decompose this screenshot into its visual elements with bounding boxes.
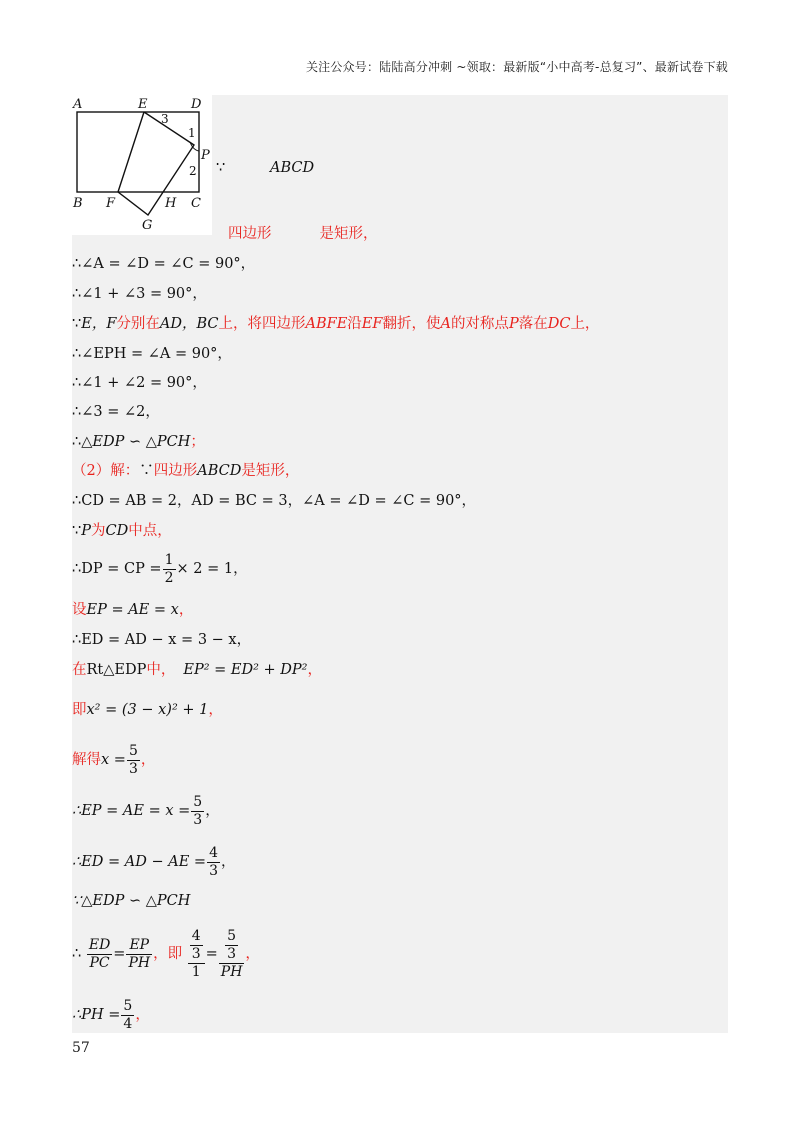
- label-g: G: [142, 218, 153, 233]
- line-5: ∴∠1 + ∠2 = 90°，: [72, 375, 207, 391]
- label-b: B: [73, 196, 83, 211]
- label-p: P: [201, 148, 210, 163]
- line-14: 在Rt△EDP中， EP² = ED² + DP²，: [72, 662, 322, 678]
- line-3: ∵E，F分别在AD，BC上，将四边形ABFE沿EF翻折，使A的对称点P落在DC上，: [72, 316, 600, 332]
- line0-right: 是矩形，: [319, 226, 378, 242]
- line-18: ∴ED = AD − AE = $\frac{4}{3}$ ，: [72, 844, 236, 879]
- label-a: A: [73, 97, 83, 112]
- page-number: 57: [72, 1040, 90, 1056]
- fraction-one-half: $\frac{1}{2}$: [164, 551, 174, 586]
- geometry-figure: [72, 95, 212, 235]
- label-h: H: [165, 196, 177, 211]
- line-7: ∴△EDP ∽ △PCH；: [72, 434, 205, 450]
- line-0: [228, 221, 378, 247]
- line-9: ∴CD = AB = 2，AD = BC = 3，∠A = ∠D = ∠C = 90°，: [72, 493, 477, 509]
- rectangle-abcd: [77, 112, 199, 192]
- fraction-five-thirds: $\frac{5}{3}$: [128, 742, 138, 777]
- line-21: ∴PH = $\frac{5}{4}$ ，: [72, 997, 150, 1032]
- angle-label-2: 2: [189, 164, 197, 178]
- side-note-text: ABCD: [270, 160, 315, 176]
- page-header: 关注公众号：陆陆高分冲刺 ~领取：最新版“小中高考-总复习”、最新试卷下载: [305, 60, 728, 74]
- line-6: ∴∠3 = ∠2，: [72, 404, 160, 420]
- fraction-four-thirds: $\frac{4}{3}$: [209, 844, 219, 879]
- line-20: ∴ $\frac{ED}{PC}$ = $\frac{EP}{PH}$ ，即 $\frac{\frac{4}{3}}{1}$ = $\frac{\frac{5}{3}}{PH}$ ，: [72, 927, 260, 980]
- line-17: ∴EP = AE = x = $\frac{5}{3}$ ，: [72, 793, 220, 828]
- line-13: ∴ED = AD − x = 3 − x，: [72, 632, 252, 648]
- side-note-symbol: ∵: [216, 160, 226, 176]
- label-f: F: [106, 196, 116, 211]
- label-e: E: [138, 97, 148, 112]
- line-4: ∴∠EPH = ∠A = 90°，: [72, 346, 232, 362]
- line-10: ∵P为CD中点，: [72, 523, 172, 539]
- line-8: （2）解：∵四边形ABCD是矩形，: [72, 463, 300, 479]
- fraction-five-fourths: $\frac{5}{4}$: [123, 997, 133, 1032]
- line-19: ∵△EDP ∽ △PCH: [72, 893, 191, 909]
- line-12: 设EP = AE = x，: [72, 602, 194, 618]
- folded-quad-epgf: [118, 112, 194, 215]
- line-16: 解得x = $\frac{5}{3}$ ，: [72, 742, 156, 777]
- segment-ef: [118, 112, 144, 192]
- nested-fraction-left: $\frac{\frac{4}{3}}{1}$: [188, 928, 205, 981]
- line0-left: 四边形: [228, 226, 272, 242]
- angle-label-3: 3: [161, 112, 169, 126]
- line-15: 即x² = (3 − x)² + 1，: [72, 702, 223, 718]
- line-11: ∴DP = CP = $\frac{1}{2}$ × 2 = 1，: [72, 551, 248, 586]
- angle-label-1: 1: [188, 126, 196, 140]
- fraction-five-thirds-b: $\frac{5}{3}$: [193, 793, 203, 828]
- line-2: ∴∠1 + ∠3 = 90°，: [72, 286, 207, 302]
- line-1: ∴∠A = ∠D = ∠C = 90°，: [72, 256, 256, 272]
- label-c: C: [191, 196, 201, 211]
- label-d: D: [191, 97, 202, 112]
- nested-fraction-right: $\frac{\frac{5}{3}}{PH}$: [220, 927, 243, 980]
